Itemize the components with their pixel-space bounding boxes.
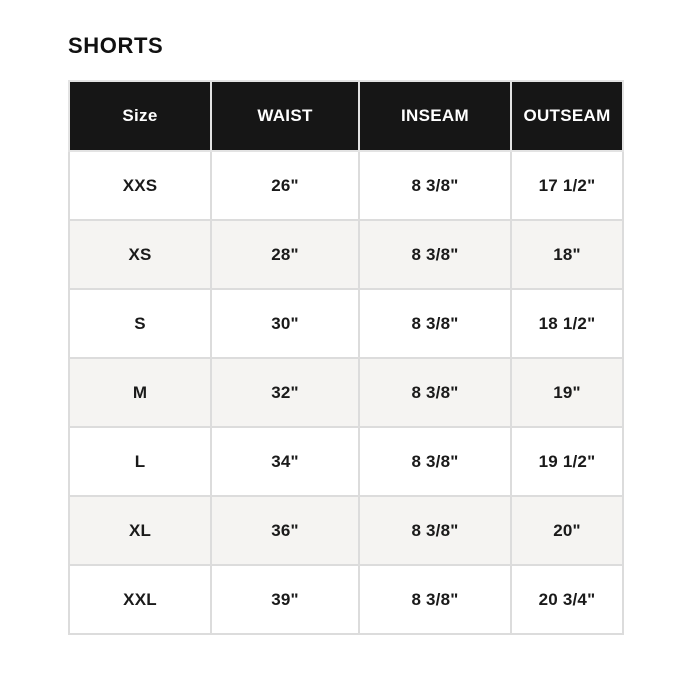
table-row-xl — [69, 496, 623, 565]
cell-inseam: 8 3/8" — [359, 496, 511, 565]
table-row-xxl — [69, 565, 623, 634]
cell-size: XXL — [69, 565, 211, 634]
column-header-outseam: OUTSEAM — [511, 81, 623, 151]
cell-size: S — [69, 289, 211, 358]
cell-size: M — [69, 358, 211, 427]
cell-inseam: 8 3/8" — [359, 151, 511, 220]
cell-inseam: 8 3/8" — [359, 220, 511, 289]
column-header-inseam: INSEAM — [359, 81, 511, 151]
cell-outseam: 19 1/2" — [511, 427, 623, 496]
cell-outseam: 19" — [511, 358, 623, 427]
cell-outseam: 18" — [511, 220, 623, 289]
cell-outseam: 20 3/4" — [511, 565, 623, 634]
page-title: SHORTS — [68, 33, 164, 58]
cell-size: XL — [69, 496, 211, 565]
cell-waist: 26" — [211, 151, 359, 220]
cell-size: L — [69, 427, 211, 496]
cell-waist: 28" — [211, 220, 359, 289]
cell-waist: 36" — [211, 496, 359, 565]
table-row-xxs — [69, 151, 623, 220]
cell-size: XS — [69, 220, 211, 289]
cell-outseam: 18 1/2" — [511, 289, 623, 358]
column-header-size: Size — [69, 81, 211, 151]
table-row-l — [69, 427, 623, 496]
cell-waist: 34" — [211, 427, 359, 496]
cell-inseam: 8 3/8" — [359, 427, 511, 496]
cell-waist: 32" — [211, 358, 359, 427]
table-row-m — [69, 358, 623, 427]
cell-outseam: 17 1/2" — [511, 151, 623, 220]
cell-inseam: 8 3/8" — [359, 565, 511, 634]
table-row-xs — [69, 220, 623, 289]
column-header-waist: WAIST — [211, 81, 359, 151]
cell-waist: 39" — [211, 565, 359, 634]
table-row-s — [69, 289, 623, 358]
cell-inseam: 8 3/8" — [359, 358, 511, 427]
cell-outseam: 20" — [511, 496, 623, 565]
cell-waist: 30" — [211, 289, 359, 358]
header-row — [69, 81, 623, 151]
cell-size: XXS — [69, 151, 211, 220]
cell-inseam: 8 3/8" — [359, 289, 511, 358]
size-chart-table — [68, 80, 624, 635]
